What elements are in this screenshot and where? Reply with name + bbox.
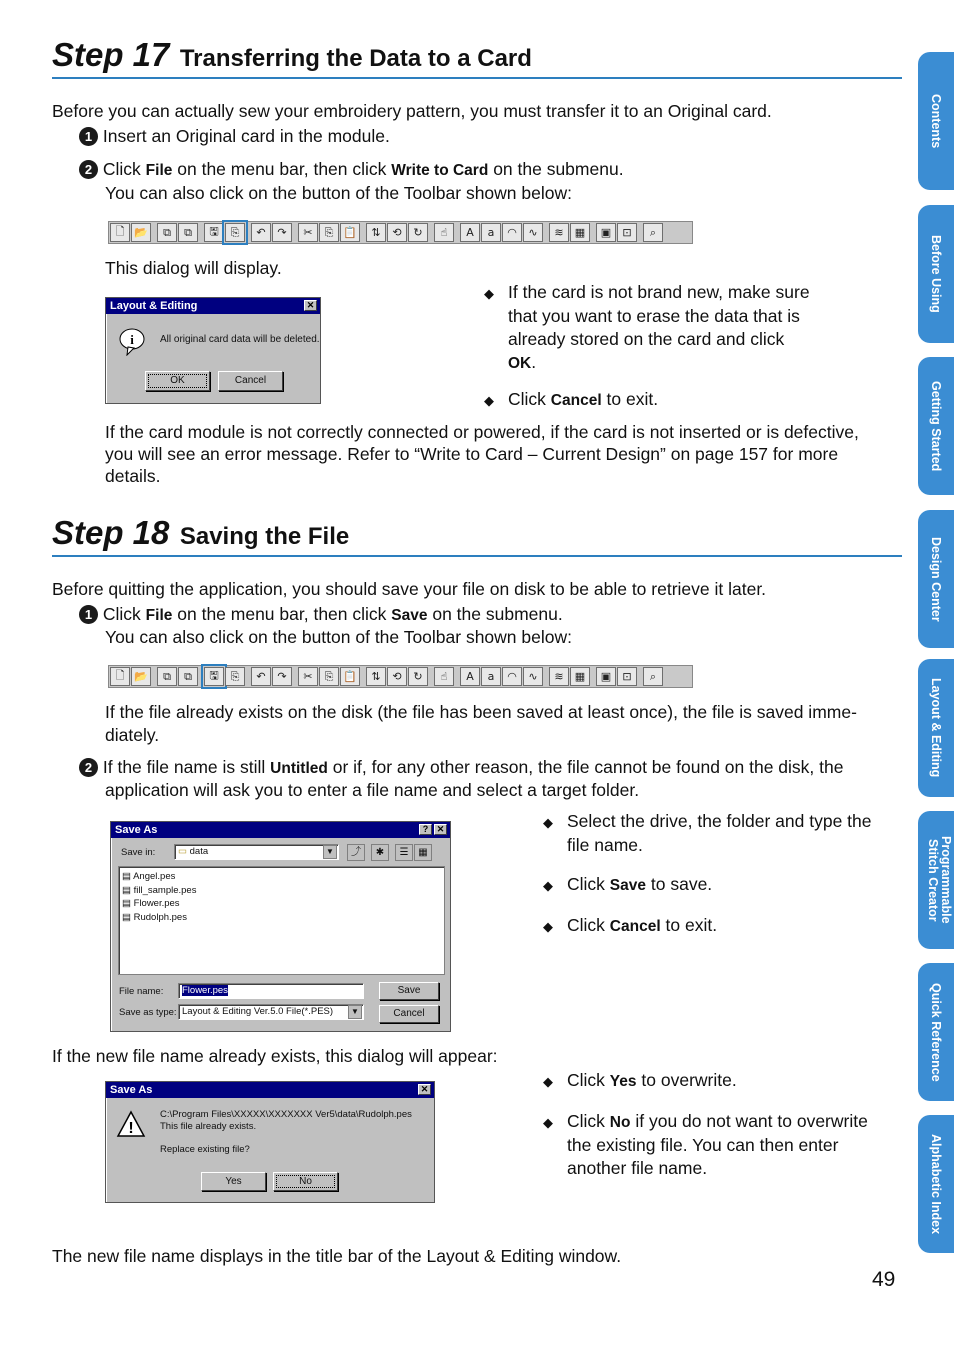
copy-icon[interactable]: ⎘ bbox=[319, 667, 339, 686]
save-as-type-select[interactable]: Layout & Editing Ver.5.0 File(*.PES) bbox=[178, 1004, 364, 1020]
cancel-button[interactable]: Cancel bbox=[218, 371, 283, 391]
tab-alphabetic-index[interactable]: Alphabetic Index bbox=[918, 1115, 954, 1253]
list-item[interactable]: ▤ Angel.pes bbox=[122, 871, 176, 882]
save-in-select[interactable]: ▭ data bbox=[174, 844, 339, 860]
pes-file-icon: ▤ bbox=[122, 898, 134, 909]
overwrite-message: C:\Program Files\XXXXX\XXXXXXX Ver5\data\Rudolph.pes This file already exists. Replace existing file? bbox=[160, 1109, 412, 1155]
list-view-icon[interactable]: ☰ bbox=[395, 844, 413, 861]
dialog-title-bar: Layout & Editing ✕ bbox=[106, 298, 320, 314]
page-number: 49 bbox=[872, 1268, 896, 1291]
up-folder-icon[interactable]: ⤴ bbox=[347, 844, 365, 861]
footer-note: The new file name displays in the title bar of the Layout & Editing window. bbox=[52, 1246, 622, 1266]
save-button[interactable]: Save bbox=[379, 982, 439, 1000]
import-icon[interactable]: ⧉ bbox=[157, 667, 177, 686]
zoom-icon[interactable]: ⌕ bbox=[643, 223, 663, 242]
svg-text:!: ! bbox=[128, 1120, 134, 1137]
bullet-cancel: ◆ Click Cancel to exit. bbox=[484, 388, 658, 412]
file-exists-note: If the file already exists on the disk (the file has been saved at least once), the file is saved imme- diately. bbox=[105, 702, 857, 745]
bullet-select-drive: ◆ Select the drive, the folder and type the file name. bbox=[543, 811, 872, 855]
diamond-bullet-icon: ◆ bbox=[543, 878, 553, 893]
info-balloon-icon bbox=[118, 328, 146, 354]
tab-before-using[interactable]: Before Using bbox=[918, 205, 954, 343]
pes-file-icon: ▤ bbox=[122, 911, 134, 923]
rotate-icon[interactable]: ⟲ bbox=[387, 667, 407, 686]
step17-title: Transferring the Data to a Card bbox=[179, 45, 532, 72]
step18-item2: 2 If the file name is still Untitled or if, for any other reason, the file cannot be found on the disk, the bbox=[79, 756, 843, 780]
bullet-no: ◆ Click No if you do not want to overwrite the existing file. You can then enter another file name. bbox=[543, 1111, 868, 1178]
file-list-items bbox=[119, 867, 444, 927]
step18-rule bbox=[52, 555, 902, 557]
file-list[interactable] bbox=[118, 866, 445, 975]
diamond-bullet-icon: ◆ bbox=[543, 1115, 553, 1130]
bullet-cancel-save: ◆ Click Cancel to exit. bbox=[543, 914, 717, 938]
preview-icon[interactable]: ▣ bbox=[596, 667, 616, 686]
step18-title: Saving the File bbox=[179, 523, 350, 550]
tab-design-center[interactable]: Design Center bbox=[918, 510, 954, 648]
step-number-badge: 2 bbox=[79, 160, 98, 179]
zoom-icon[interactable]: ⌕ bbox=[643, 667, 663, 686]
save-in-label: Save in: bbox=[121, 847, 156, 858]
save-icon[interactable]: 🖫 bbox=[204, 223, 224, 242]
open-icon[interactable]: 📂 bbox=[131, 223, 151, 242]
paste-icon[interactable]: 📋 bbox=[340, 223, 360, 242]
save-icon[interactable]: 🖫 bbox=[204, 667, 224, 686]
text-icon[interactable]: A bbox=[460, 223, 480, 242]
bullet-yes: ◆ Click Yes to overwrite. bbox=[543, 1069, 737, 1093]
pattern-icon[interactable]: ▦ bbox=[570, 667, 590, 686]
file-name-label: File name: bbox=[119, 986, 164, 997]
exists-intro: If the new file name already exists, this dialog will appear: bbox=[52, 1046, 498, 1066]
chevron-down-icon[interactable]: ▼ bbox=[348, 1005, 362, 1019]
step17-item1: 1 Insert an Original card in the module. bbox=[79, 125, 390, 148]
list-item[interactable]: ▤ Rudolph.pes bbox=[122, 911, 187, 923]
save-as-type-label: Save as type: bbox=[119, 1007, 177, 1018]
cut-icon[interactable]: ✂ bbox=[298, 667, 318, 686]
svg-text:i: i bbox=[130, 332, 134, 347]
undo-icon[interactable]: ↶ bbox=[251, 667, 271, 686]
step17-item2: 2 Click File on the menu bar, then click Write to Card on the submenu. bbox=[79, 158, 624, 182]
file-name-input[interactable]: Flower.pes bbox=[178, 983, 364, 999]
list-item[interactable]: ▤ Flower.pes bbox=[122, 898, 180, 909]
stitch-icon[interactable]: ≋ bbox=[549, 223, 569, 242]
redo-icon[interactable]: ↷ bbox=[272, 667, 292, 686]
yes-button[interactable]: Yes bbox=[201, 1172, 266, 1191]
mirror-icon[interactable]: ⇅ bbox=[366, 223, 386, 242]
refresh-icon[interactable]: ↻ bbox=[408, 667, 428, 686]
file-path: C:\Program Files\XXXXX\XXXXXXX Ver5\data\Rudolph.pes bbox=[160, 1109, 412, 1120]
step17-item2-line2: You can also click on the button of the Toolbar shown below: bbox=[105, 183, 572, 203]
step18-item2-line2: application will ask you to enter a file name and select a target folder. bbox=[105, 780, 640, 800]
select-icon[interactable]: ☝ bbox=[434, 223, 454, 242]
tab-getting-started[interactable]: Getting Started bbox=[918, 357, 954, 495]
bullet-card-not-new: ◆ If the card is not brand new, make sure that you want to erase the data that is already stored on the card and click OK. bbox=[484, 282, 810, 372]
diamond-bullet-icon: ◆ bbox=[543, 815, 553, 830]
toolbar-write-card bbox=[108, 221, 693, 244]
details-view-icon[interactable]: ▦ bbox=[414, 844, 432, 861]
cancel-button[interactable]: Cancel bbox=[379, 1005, 439, 1023]
text-abc-icon[interactable]: a bbox=[481, 223, 501, 242]
pes-file-icon: ▤ bbox=[122, 884, 134, 896]
cut-icon[interactable]: ✂ bbox=[298, 223, 318, 242]
write-card-icon[interactable]: ⎘ bbox=[225, 223, 245, 242]
folder-icon: ▭ bbox=[178, 846, 187, 857]
tab-quick-reference[interactable]: Quick Reference bbox=[918, 963, 954, 1101]
mirror-icon[interactable]: ⇅ bbox=[366, 667, 386, 686]
new-folder-icon[interactable]: ✱ bbox=[371, 844, 389, 861]
toolbar-save bbox=[108, 665, 693, 688]
bullet-save: ◆ Click Save to save. bbox=[543, 873, 712, 897]
stitch-icon[interactable]: ≋ bbox=[549, 667, 569, 686]
text-path-icon[interactable]: ∿ bbox=[523, 667, 543, 686]
new-icon[interactable]: 🗋 bbox=[110, 667, 130, 686]
screen-icon[interactable]: ⊡ bbox=[617, 223, 637, 242]
import-2-icon[interactable]: ⧉ bbox=[178, 223, 198, 242]
import-icon[interactable]: ⧉ bbox=[157, 223, 177, 242]
text-arc-icon[interactable]: ◠ bbox=[502, 223, 522, 242]
close-icon[interactable]: ✕ bbox=[304, 300, 317, 311]
text-path-icon[interactable]: ∿ bbox=[523, 223, 543, 242]
diamond-bullet-icon: ◆ bbox=[484, 393, 494, 408]
text-icon[interactable]: A bbox=[460, 667, 480, 686]
step17-intro: Before you can actually sew your embroidery pattern, you must transfer it to an Original card. bbox=[52, 101, 772, 121]
paste-icon[interactable]: 📋 bbox=[340, 667, 360, 686]
dialog-title-bar: Save As ? ✕ bbox=[111, 822, 450, 838]
dialog-message: All original card data will be deleted. bbox=[160, 334, 320, 345]
close-icon[interactable]: ✕ bbox=[434, 824, 447, 835]
text-abc-icon[interactable]: a bbox=[481, 667, 501, 686]
step-number-badge: 1 bbox=[79, 605, 98, 624]
tab-programmable-stitch-creator[interactable]: Programmable Stitch Creator bbox=[918, 811, 954, 949]
rotate-icon[interactable]: ⟲ bbox=[387, 223, 407, 242]
chevron-down-icon[interactable]: ▼ bbox=[323, 845, 337, 859]
diamond-bullet-icon: ◆ bbox=[484, 286, 494, 301]
step17-rule bbox=[52, 77, 902, 79]
step17-number: Step 17 bbox=[52, 36, 170, 73]
write-card-icon[interactable]: ⎘ bbox=[225, 667, 245, 686]
text-arc-icon[interactable]: ◠ bbox=[502, 667, 522, 686]
select-icon[interactable]: ☝ bbox=[434, 667, 454, 686]
diamond-bullet-icon: ◆ bbox=[543, 919, 553, 934]
open-icon[interactable]: 📂 bbox=[131, 667, 151, 686]
pattern-icon[interactable]: ▦ bbox=[570, 223, 590, 242]
import-2-icon[interactable]: ⧉ bbox=[178, 667, 198, 686]
undo-icon[interactable]: ↶ bbox=[251, 223, 271, 242]
step18-item1: 1 Click File on the menu bar, then click Save on the submenu. bbox=[79, 603, 563, 627]
step18-item1-line2: You can also click on the button of the Toolbar shown below: bbox=[105, 627, 572, 647]
dialog-intro: This dialog will display. bbox=[105, 258, 282, 278]
step-number-badge: 1 bbox=[79, 127, 98, 146]
step-number-badge: 2 bbox=[79, 758, 98, 777]
warning-icon bbox=[116, 1110, 146, 1138]
save-as-dialog bbox=[110, 821, 451, 1032]
erase-card-dialog bbox=[105, 297, 321, 404]
step18-number: Step 18 bbox=[52, 514, 170, 551]
pes-file-icon: ▤ bbox=[122, 871, 134, 882]
preview-icon[interactable]: ▣ bbox=[596, 223, 616, 242]
step17-note: If the card module is not correctly connected or powered, if the card is not inserted or is defective, you will see an error message. Refer to “Write to Card – Current Design” on page 157 for more details. bbox=[105, 422, 859, 486]
tab-layout-editing[interactable]: Layout & Editing bbox=[918, 659, 954, 797]
no-button[interactable]: No bbox=[273, 1172, 338, 1191]
new-icon[interactable]: 🗋 bbox=[110, 223, 130, 242]
diamond-bullet-icon: ◆ bbox=[543, 1074, 553, 1089]
copy-icon[interactable]: ⎘ bbox=[319, 223, 339, 242]
refresh-icon[interactable]: ↻ bbox=[408, 223, 428, 242]
dialog-title-bar: Save As ✕ bbox=[106, 1082, 434, 1098]
help-icon[interactable]: ? bbox=[419, 824, 432, 835]
redo-icon[interactable]: ↷ bbox=[272, 223, 292, 242]
ok-button[interactable]: OK bbox=[145, 371, 210, 391]
list-item[interactable]: ▤ fill_sample.pes bbox=[122, 884, 197, 896]
step18-intro: Before quitting the application, you should save your file on disk to be able to retrieve it later. bbox=[52, 579, 767, 599]
close-icon[interactable]: ✕ bbox=[418, 1084, 431, 1095]
step17-heading bbox=[52, 36, 532, 74]
screen-icon[interactable]: ⊡ bbox=[617, 667, 637, 686]
tab-contents[interactable]: Contents bbox=[918, 52, 954, 190]
step18-heading bbox=[52, 514, 349, 552]
overwrite-dialog bbox=[105, 1081, 435, 1203]
